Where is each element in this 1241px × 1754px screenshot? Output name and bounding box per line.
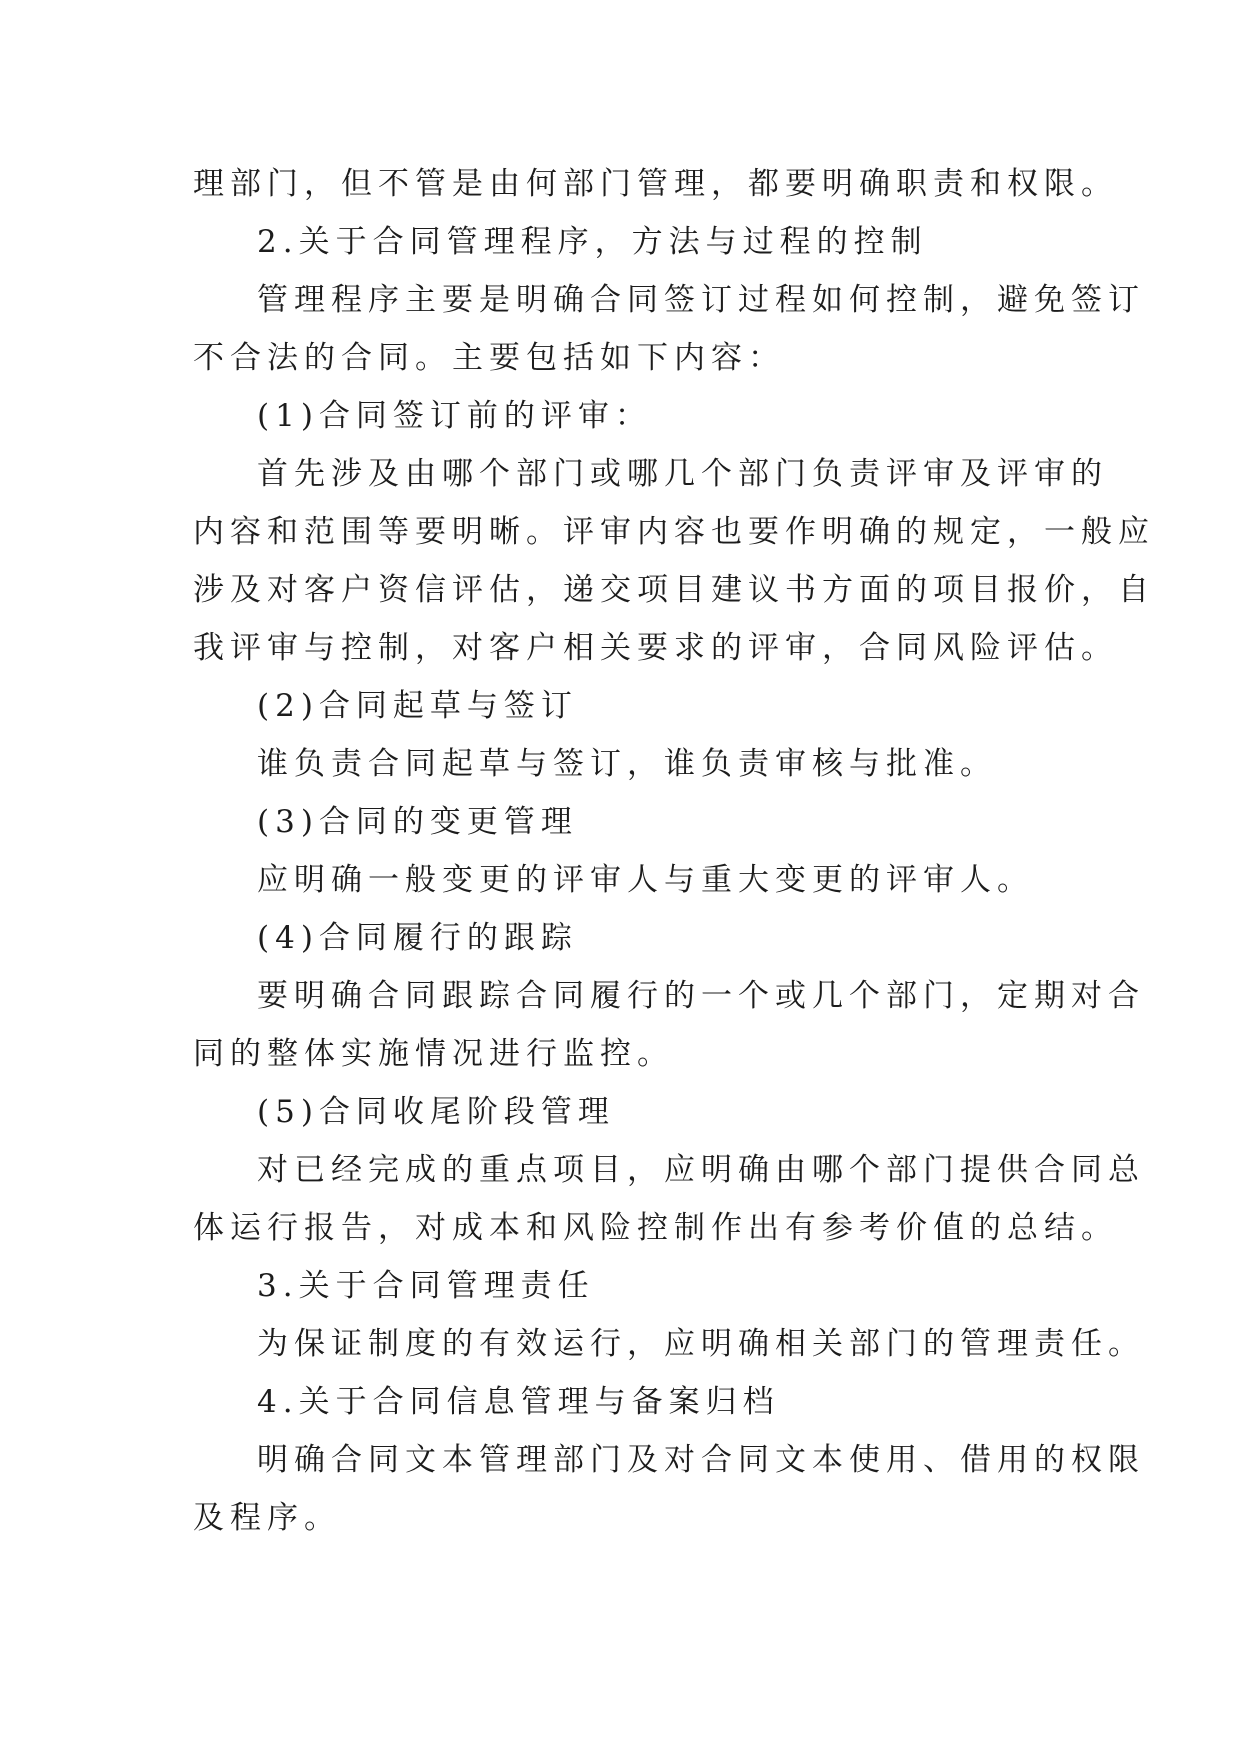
section-heading: 2.关于合同管理程序，方法与过程的控制: [257, 224, 928, 260]
section-heading: 4.关于合同信息管理与备案归档: [257, 1384, 780, 1420]
paragraph-line: 为保证制度的有效运行，应明确相关部门的管理责任。: [257, 1326, 1145, 1362]
paragraph-line: 谁负责合同起草与签订，谁负责审核与批准。: [257, 746, 997, 782]
paragraph-line: 同的整体实施情况进行监控。: [193, 1036, 674, 1072]
subsection-heading: (5)合同收尾阶段管理: [257, 1094, 615, 1130]
paragraph-line: 首先涉及由哪个部门或哪几个部门负责评审及评审的: [257, 456, 1108, 492]
document-body: [193, 155, 1155, 1547]
subsection-heading: (2)合同起草与签订: [257, 688, 578, 724]
subsection-heading: (3)合同的变更管理: [257, 804, 578, 840]
subsection-heading: (4)合同履行的跟踪: [257, 920, 578, 956]
paragraph-line: 内容和范围等要明晰。评审内容也要作明确的规定，一般应: [193, 514, 1155, 550]
paragraph-line: 不合法的合同。主要包括如下内容：: [193, 340, 785, 376]
subsection-heading: (1)合同签订前的评审：: [257, 398, 652, 434]
paragraph-line: 对已经完成的重点项目，应明确由哪个部门提供合同总: [257, 1152, 1145, 1188]
section-heading: 3.关于合同管理责任: [257, 1268, 595, 1304]
paragraph-line: 理部门，但不管是由何部门管理，都要明确职责和权限。: [193, 166, 1118, 202]
paragraph-line: 体运行报告，对成本和风险控制作出有参考价值的总结。: [193, 1210, 1118, 1246]
paragraph-line: 涉及对客户资信评估，递交项目建议书方面的项目报价，自: [193, 572, 1155, 608]
paragraph-line: 管理程序主要是明确合同签订过程如何控制，避免签订: [257, 282, 1145, 318]
paragraph-line: 明确合同文本管理部门及对合同文本使用、借用的权限: [257, 1442, 1145, 1478]
paragraph-line: 要明确合同跟踪合同履行的一个或几个部门，定期对合: [257, 978, 1145, 1014]
paragraph-line: 及程序。: [193, 1500, 341, 1536]
paragraph-line: 应明确一般变更的评审人与重大变更的评审人。: [257, 862, 1034, 898]
paragraph-line: 我评审与控制，对客户相关要求的评审，合同风险评估。: [193, 630, 1118, 666]
